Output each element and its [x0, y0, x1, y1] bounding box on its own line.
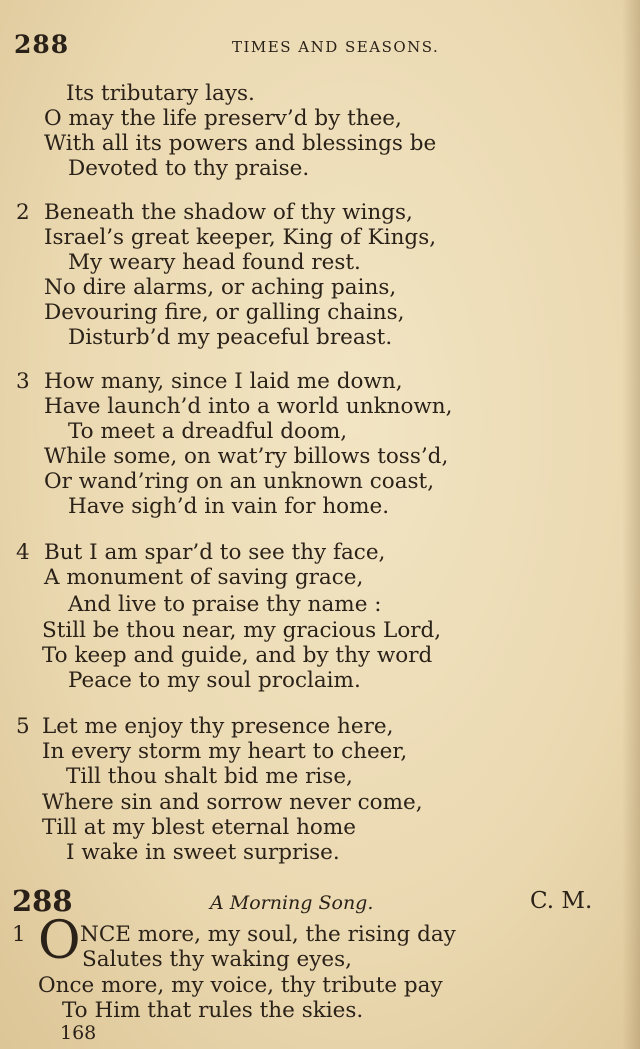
verse-line: O may the life preserv’d by thee,: [44, 106, 402, 131]
verse-line: How many, since I laid me down,: [44, 369, 403, 394]
hymn-heading: [12, 884, 612, 922]
verse-line: Or wand’ring on an unknown coast,: [44, 469, 435, 494]
verse-line: Peace to my soul proclaim.: [68, 668, 361, 693]
verse-line: I wake in sweet surprise.: [66, 840, 340, 865]
stanza-number: 3: [16, 369, 30, 394]
page-edge-shadow: [622, 0, 640, 1049]
verse-line: Have launch’d into a world unknown,: [44, 394, 453, 419]
verse-line: Its tributary lays.: [66, 81, 255, 106]
verse-line: Have sigh’d in vain for home.: [68, 494, 390, 519]
verse-line: Disturb’d my peaceful breast.: [68, 325, 393, 350]
stanza-number: 1: [12, 922, 26, 947]
stanza-number: 2: [16, 200, 30, 225]
verse-line: To meet a dreadful doom,: [68, 419, 348, 444]
verse-line: NCE more, my soul, the rising day: [80, 922, 456, 947]
verse-line: Devouring fire, or galling chains,: [44, 300, 405, 325]
verse-line: But I am spar’d to see thy face,: [44, 540, 386, 565]
verse-line: Beneath the shadow of thy wings,: [44, 200, 413, 225]
verse-line: To keep and guide, and by thy word: [42, 643, 433, 668]
folio-number: 168: [60, 1022, 97, 1044]
verse-line: While some, on wat’ry billows toss’d,: [44, 444, 449, 469]
verse-line: Devoted to thy praise.: [68, 156, 310, 181]
running-title: TIMES AND SEASONS.: [232, 38, 440, 56]
verse-line: In every storm my heart to cheer,: [42, 739, 408, 764]
verse-line: Still be thou near, my gracious Lord,: [42, 618, 442, 643]
verse-line: No dire alarms, or aching pains,: [44, 275, 397, 300]
verse-line: Once more, my voice, thy tribute pay: [38, 973, 443, 998]
verse-line: Israel’s great keeper, King of Kings,: [44, 225, 437, 250]
verse-line: To Him that rules the skies.: [62, 998, 364, 1023]
hymn-title: A Morning Song.: [210, 892, 374, 914]
verse-line: My weary head found rest.: [68, 250, 361, 275]
verse-line: Till thou shalt bid me rise,: [66, 764, 353, 789]
verse-line: A monument of saving grace,: [44, 565, 364, 590]
verse-line: Till at my blest eternal home: [42, 815, 356, 840]
page-number: 288: [14, 30, 70, 59]
stanza-number: 5: [16, 714, 30, 739]
drop-cap: O: [38, 911, 81, 971]
hymn-number: 288: [12, 884, 73, 918]
running-header: [14, 30, 462, 66]
stanza-number: 4: [16, 540, 30, 565]
verse-line: With all its powers and blessings be: [44, 131, 437, 156]
hymn-meter: C. M.: [530, 888, 593, 914]
verse-line: Salutes thy waking eyes,: [82, 947, 352, 972]
verse-line: And live to praise thy name :: [68, 592, 382, 617]
verse-line: Let me enjoy thy presence here,: [42, 714, 394, 739]
verse-line: Where sin and sorrow never come,: [42, 790, 423, 815]
